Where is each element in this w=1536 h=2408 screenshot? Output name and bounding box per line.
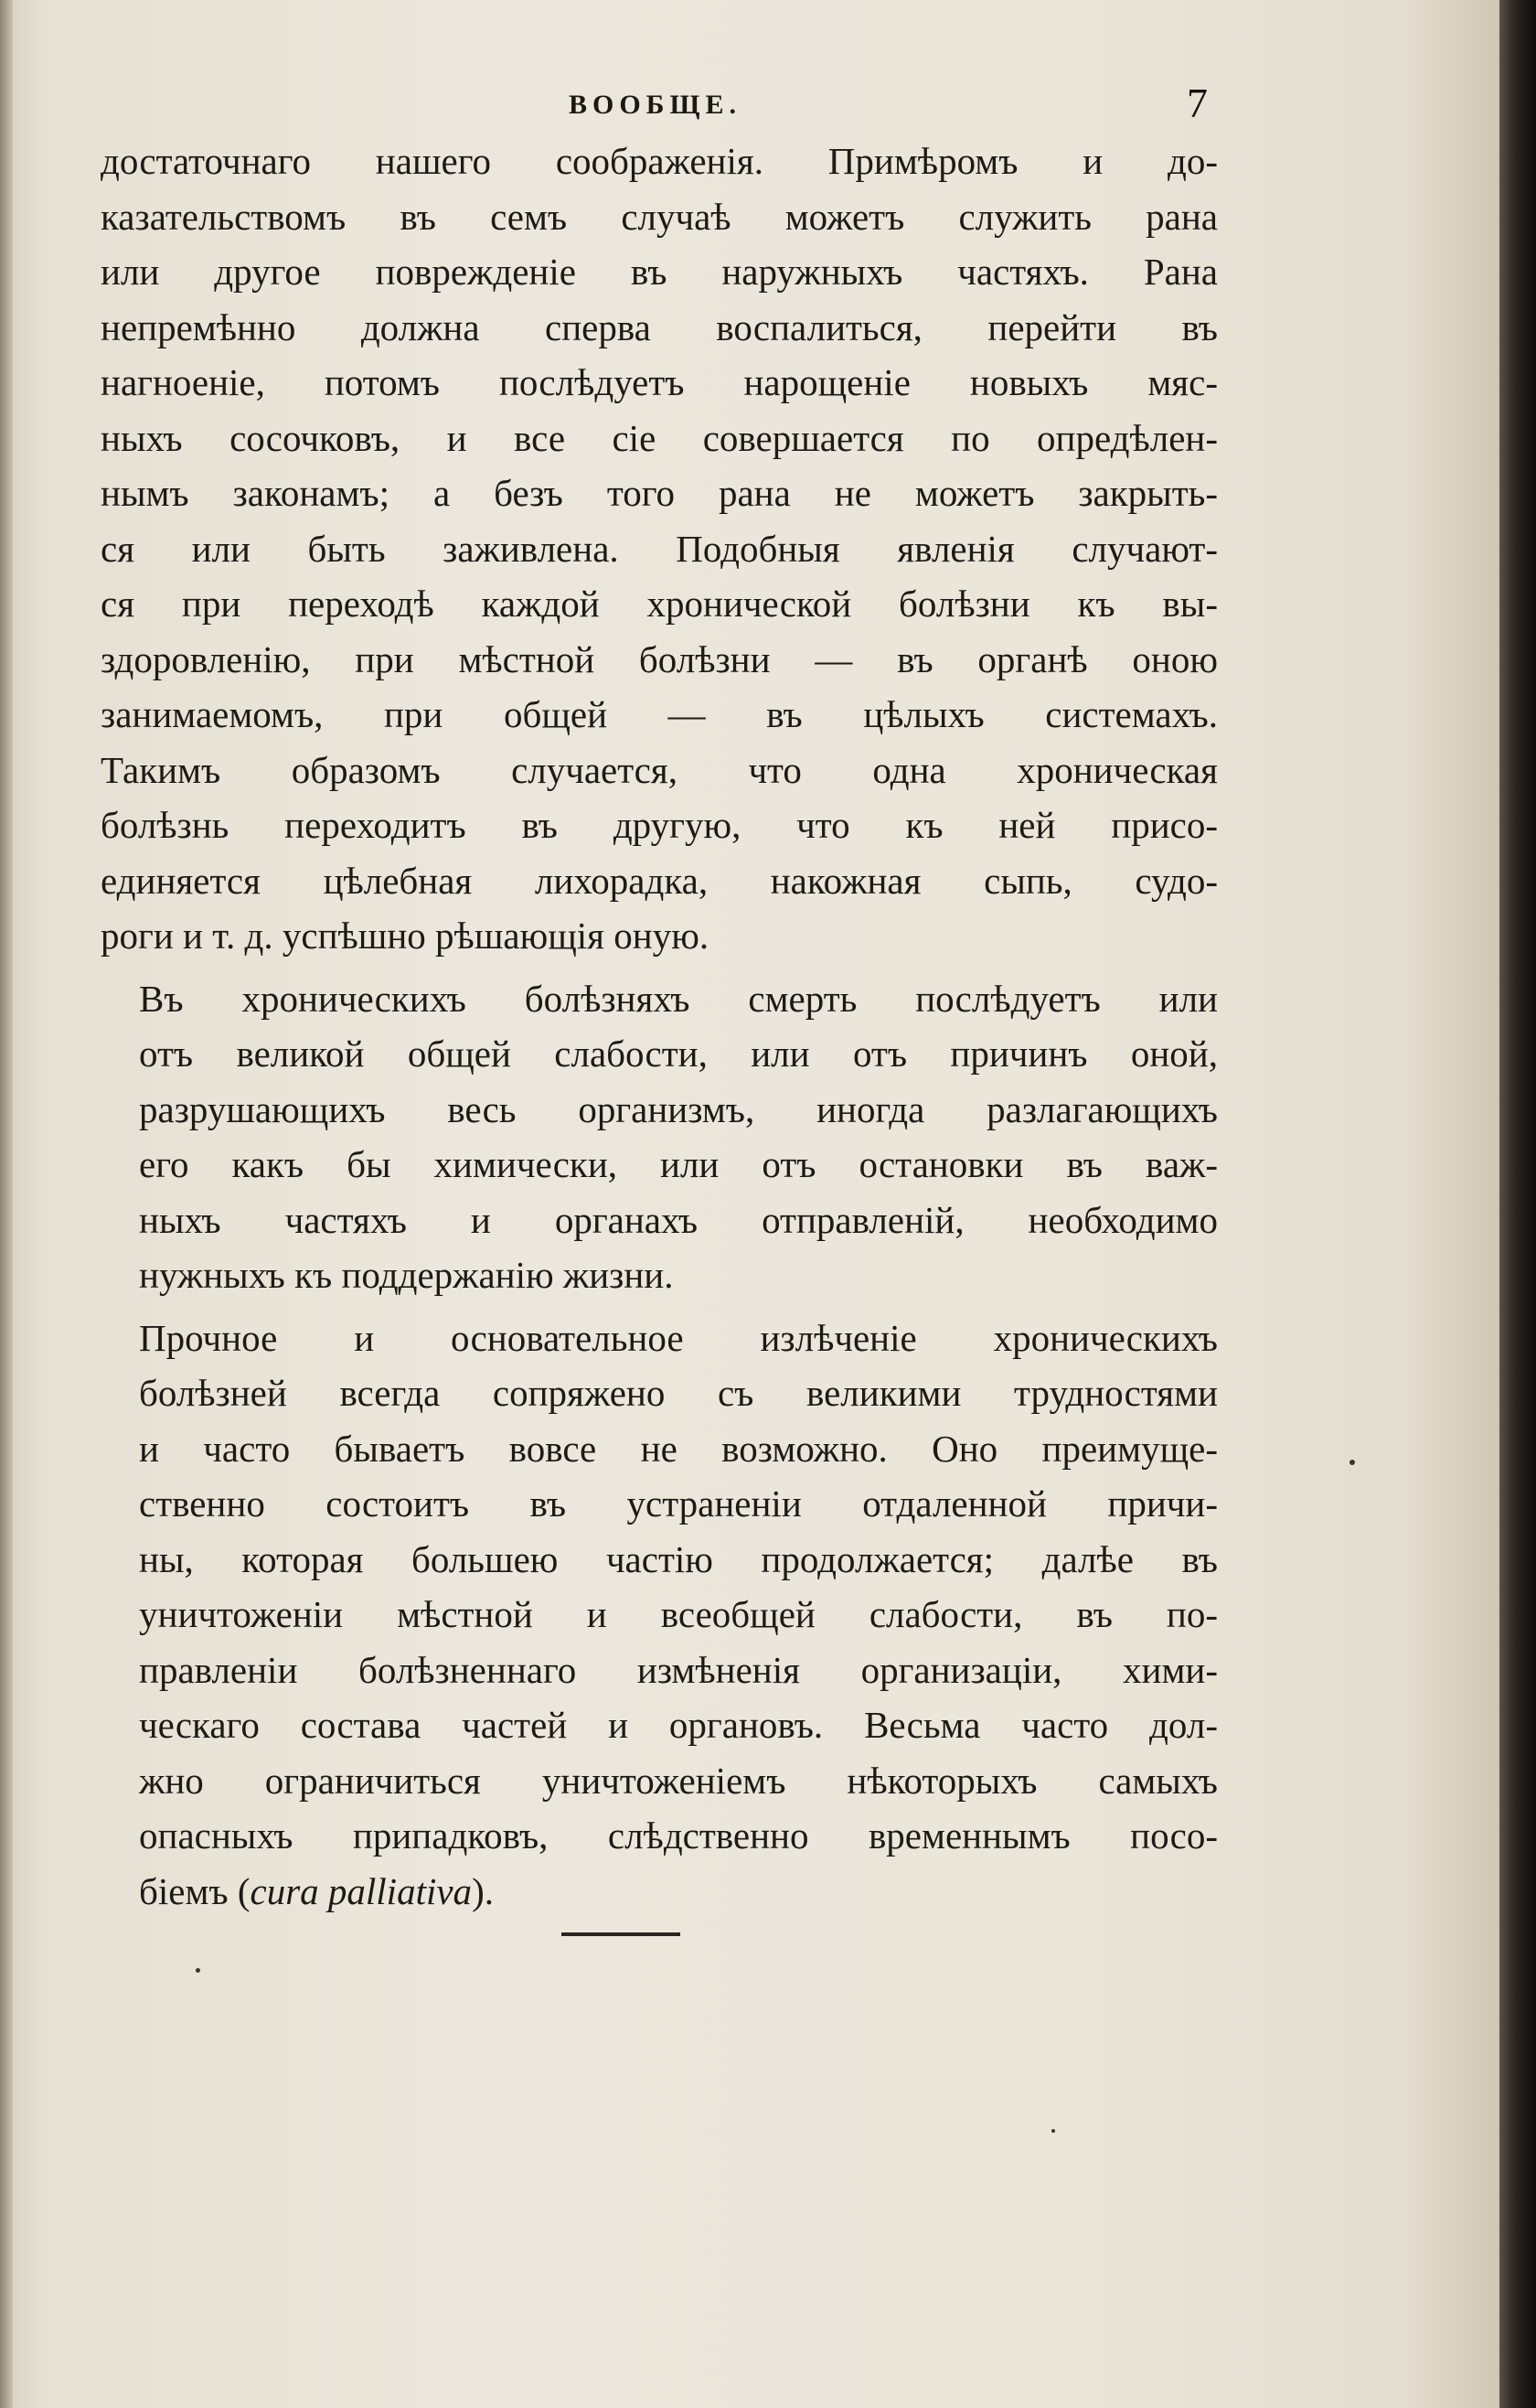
text-line: и часто бываетъ вовсе не возможно. Оно преимуще- <box>139 1427 1218 1470</box>
running-head-title: ВООБЩЕ. <box>569 90 741 120</box>
text-line: казательствомъ въ семъ случаѣ можетъ служить рана <box>101 195 1218 238</box>
body-text <box>101 134 1218 1919</box>
text-line: жно ограничиться уничтоженіемъ нѣкоторыхъ самыхъ <box>139 1759 1218 1802</box>
text-line: ся или быть заживлена. Подобныя явленія случают- <box>101 527 1218 570</box>
final-line-end: ). <box>472 1869 494 1912</box>
text-line: болѣзнь переходитъ въ другую, что къ ней присо- <box>101 804 1218 846</box>
text-line: ственно состоитъ въ устраненіи отдаленной причи- <box>139 1482 1218 1525</box>
running-head <box>0 79 1499 134</box>
text-line: его какъ бы химически, или отъ остановки въ важ- <box>139 1143 1218 1185</box>
text-line: правленіи болѣзненнаго измѣненія организаціи, хими- <box>139 1648 1218 1691</box>
text-line: роги и т. д. успѣшно рѣшающія оную. <box>101 915 709 957</box>
text-line-final <box>101 1864 1218 1920</box>
text-line: ческаго состава частей и органовъ. Весьма часто дол- <box>139 1704 1218 1746</box>
text-line: нагноеніе, потомъ послѣдуетъ нарощеніе новыхъ мяс- <box>101 361 1218 403</box>
text-line: занимаемомъ, при общей — въ цѣлыхъ системахъ. <box>101 693 1218 735</box>
end-rule <box>561 1932 680 1936</box>
text-line: ны, которая большею частію продолжается; далѣе въ <box>139 1537 1218 1580</box>
page-number: 7 <box>1187 80 1208 126</box>
text-line: ныхъ частяхъ и органахъ отправленій, необходимо <box>139 1198 1218 1241</box>
ink-speck <box>1051 2129 1055 2133</box>
paragraph-1 <box>101 134 1218 964</box>
text-line: ся при переходѣ каждой хронической болѣзни къ вы- <box>101 583 1218 625</box>
final-line-start: біемъ ( <box>139 1869 251 1912</box>
paragraph-3 <box>101 1311 1218 1920</box>
paragraph-2 <box>101 971 1218 1303</box>
text-line: опасныхъ припадковъ, слѣдственно временнымъ посо- <box>139 1814 1218 1857</box>
text-line: или другое поврежденіе въ наружныхъ частяхъ. Рана <box>101 251 1218 293</box>
text-line: Прочное и основательное излѣченіе хроническихъ <box>139 1316 1218 1359</box>
latin-term: cura palliativa <box>250 1869 473 1912</box>
text-line: единяется цѣлебная лихорадка, накожная сыпь, судо- <box>101 859 1218 902</box>
text-line: достаточнаго нашего соображенія. Примѣромъ и до- <box>101 140 1218 182</box>
text-line: нымъ законамъ; а безъ того рана не можетъ закрыть- <box>101 472 1218 514</box>
ink-speck <box>196 1968 200 1973</box>
book-spine-shadow <box>1499 0 1536 2408</box>
text-line: Такимъ образомъ случается, что одна хроническая <box>101 748 1218 791</box>
text-line: ныхъ сосочковъ, и все сіе совершается по опредѣлен- <box>101 416 1218 459</box>
text-line: здоровленію, при мѣстной болѣзни — въ органѣ оною <box>101 637 1218 680</box>
text-line: уничтоженіи мѣстной и всеобщей слабости, въ по- <box>139 1593 1218 1635</box>
text-line: болѣзней всегда сопряжено съ великими трудностями <box>139 1372 1218 1414</box>
text-line: разрушающихъ весь организмъ, иногда разлагающихъ <box>139 1087 1218 1130</box>
text-line: нужныхъ къ поддержанію жизни. <box>139 1254 674 1296</box>
text-line: отъ великой общей слабости, или отъ причинъ оной, <box>139 1033 1218 1075</box>
text-line: непремѣнно должна сперва воспалиться, перейти въ <box>101 305 1218 348</box>
ink-speck <box>1349 1460 1355 1465</box>
text-line: Въ хроническихъ болѣзняхъ смерть послѣдуетъ или <box>139 977 1218 1020</box>
